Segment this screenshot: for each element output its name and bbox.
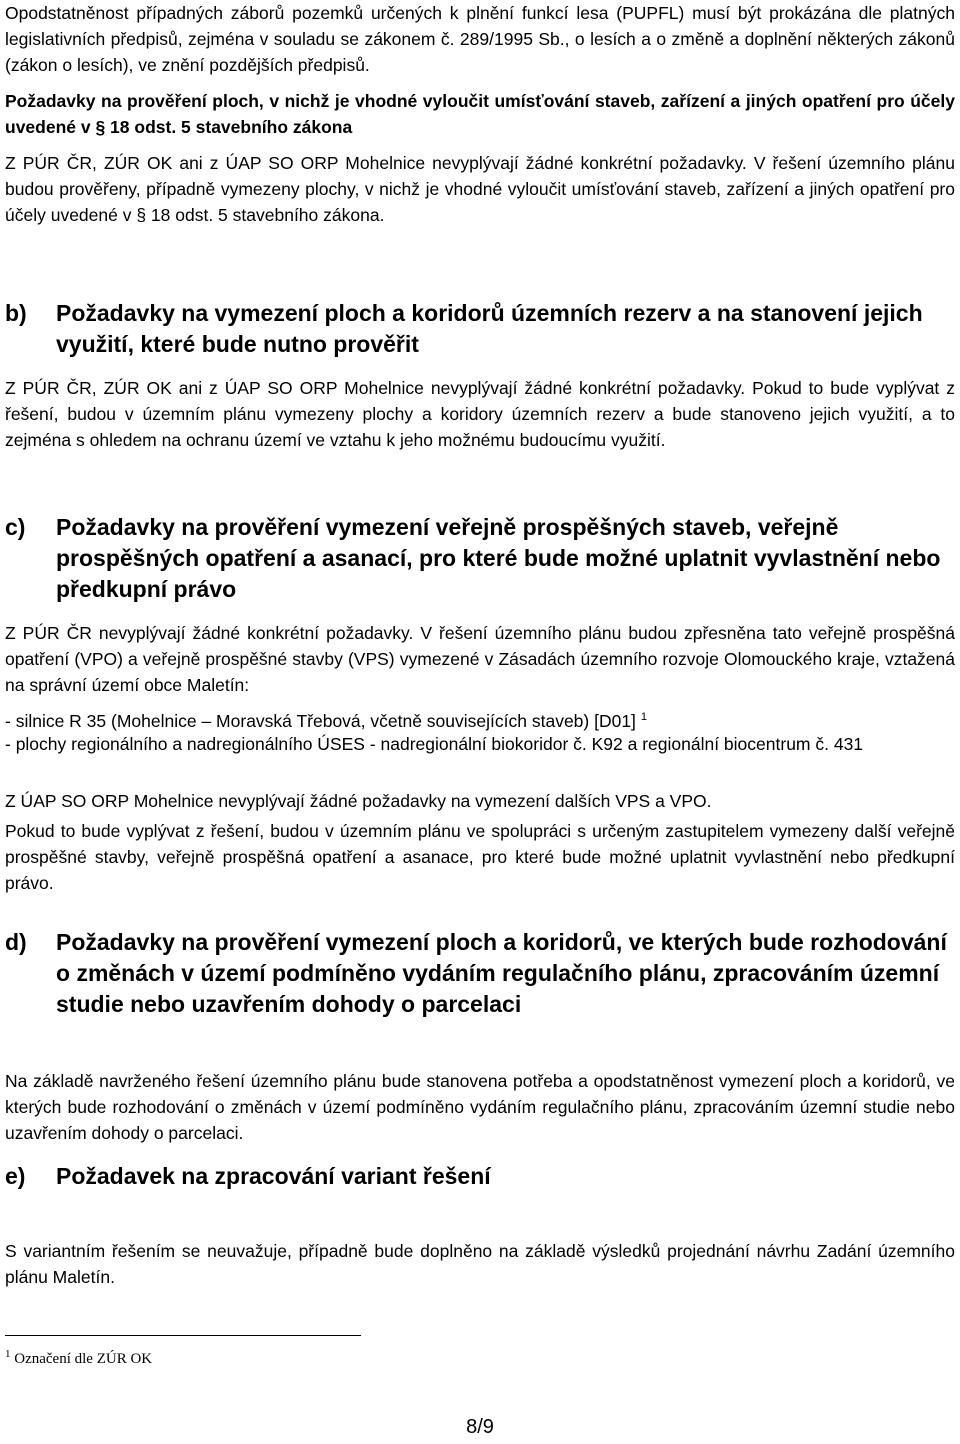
section-c-heading xyxy=(5,512,955,605)
section-c-title: Požadavky na prověření vymezení veřejně prospěšných staveb, veřejně prospěšných opatření a asanací, pro které bude možné uplatnit vyvlastnění nebo předkupní právo xyxy=(56,514,941,602)
section-c-list-item-1: - silnice R 35 (Mohelnice – Moravská Třebová, včetně souvisejících staveb) [D01] $^1$ xyxy=(5,710,647,731)
page-number: 8/9 xyxy=(466,1416,494,1438)
footnote xyxy=(5,1348,152,1368)
footnote-mark: 1 xyxy=(5,1348,11,1360)
subsection-paragraph: Z PÚR ČR, ZÚR OK ani z ÚAP SO ORP Mohelnice nevyplývají žádné konkrétní požadavky. V řešení územního plánu budou prověřeny, případně vymezeny plochy, v nichž je vhodné vyloučit umísťování staveb, zařízení a jiných opatření pro účely uvedené v § 18 odst. 5 stavebního zákona. xyxy=(5,153,955,225)
section-e-paragraph: S variantním řešením se neuvažuje, případně bude doplněno na základě výsledků projednání návrhu Zadání územního plánu Maletín. xyxy=(5,1241,955,1287)
section-d-heading xyxy=(5,927,955,1020)
subsection-heading: Požadavky na prověření ploch, v nichž je vhodné vyloučit umísťování staveb, zařízení a jiných opatření pro účely uvedené v § 18 odst. 5 stavebního zákona xyxy=(5,91,955,137)
section-b-heading xyxy=(5,298,955,360)
section-c-paragraph-1: Z PÚR ČR nevyplývají žádné konkrétní požadavky. V řešení územního plánu budou zpřesněna tato veřejně prospěšná opatření (VPO) a veřejně prospěšné stavby (VPS) vymezené v Zásadách územního rozvoje Olomouckého kraje, vztažená na správní území obce Maletín: xyxy=(5,623,955,695)
section-b-title: Požadavky na vymezení ploch a koridorů územních rezerv a na stanovení jejich využití, které bude nutno prověřit xyxy=(56,300,923,357)
section-c-letter: c) xyxy=(5,514,26,540)
footnote-divider xyxy=(5,1335,361,1336)
section-e-heading xyxy=(5,1161,955,1192)
section-d-letter: d) xyxy=(5,929,27,955)
section-d-title: Požadavky na prověření vymezení ploch a koridorů, ve kterých bude rozhodování o změnách v území podmíněno vydáním regulačního plánu, zpracováním územní studie nebo uzavřením dohody o parcelaci xyxy=(56,929,947,1017)
section-e-letter: e) xyxy=(5,1163,26,1189)
section-c-paragraph-3: Pokud to bude vyplývat z řešení, budou v územním plánu ve spolupráci s určeným zastupitelem vymezeny další veřejně prospěšné stavby, veřejně prospěšná opatření a asanace, pro které bude možné uplatnit vyvlastnění nebo předkupní právo. xyxy=(5,821,955,893)
section-c-paragraph-2: Z ÚAP SO ORP Mohelnice nevyplývají žádné požadavky na vymezení dalších VPS a VPO. xyxy=(5,791,712,811)
footnote-reference: 1 xyxy=(640,711,647,723)
intro-paragraph: Opodstatněnost případných záborů pozemků určených k plnění funkcí lesa (PUPFL) musí být prokázána dle platných legislativních předpisů, zejména v souladu se zákonem č. 289/1995 Sb., o lesích a o změně a doplnění některých zákonů (zákon o lesích), ve znění pozdějších předpisů. xyxy=(5,3,955,75)
section-b-paragraph: Z PÚR ČR, ZÚR OK ani z ÚAP SO ORP Mohelnice nevyplývají žádné konkrétní požadavky. Pokud to bude vyplývat z řešení, budou v územním plánu vymezeny plochy a koridory územních rezerv a bude stanoveno jejich využití, a to zejména s ohledem na ochranu území ve vztahu k jeho možnému budoucímu využití. xyxy=(5,378,955,450)
section-b-letter: b) xyxy=(5,300,27,326)
section-d-paragraph: Na základě navrženého řešení územního plánu bude stanovena potřeba a opodstatněnost vymezení ploch a koridorů, ve kterých bude rozhodování o změnách v území podmíněno vydáním regulačního plánu, zpracováním územní studie nebo uzavřením dohody o parcelaci. xyxy=(5,1071,955,1143)
footnote-text: Označení dle ZÚR OK xyxy=(14,1351,153,1367)
section-c-list-item-2: - plochy regionálního a nadregionálního ÚSES - nadregionální biokoridor č. K92 a regionální biocentrum č. 431 xyxy=(5,734,864,754)
section-e-title: Požadavek na zpracování variant řešení xyxy=(56,1163,491,1189)
